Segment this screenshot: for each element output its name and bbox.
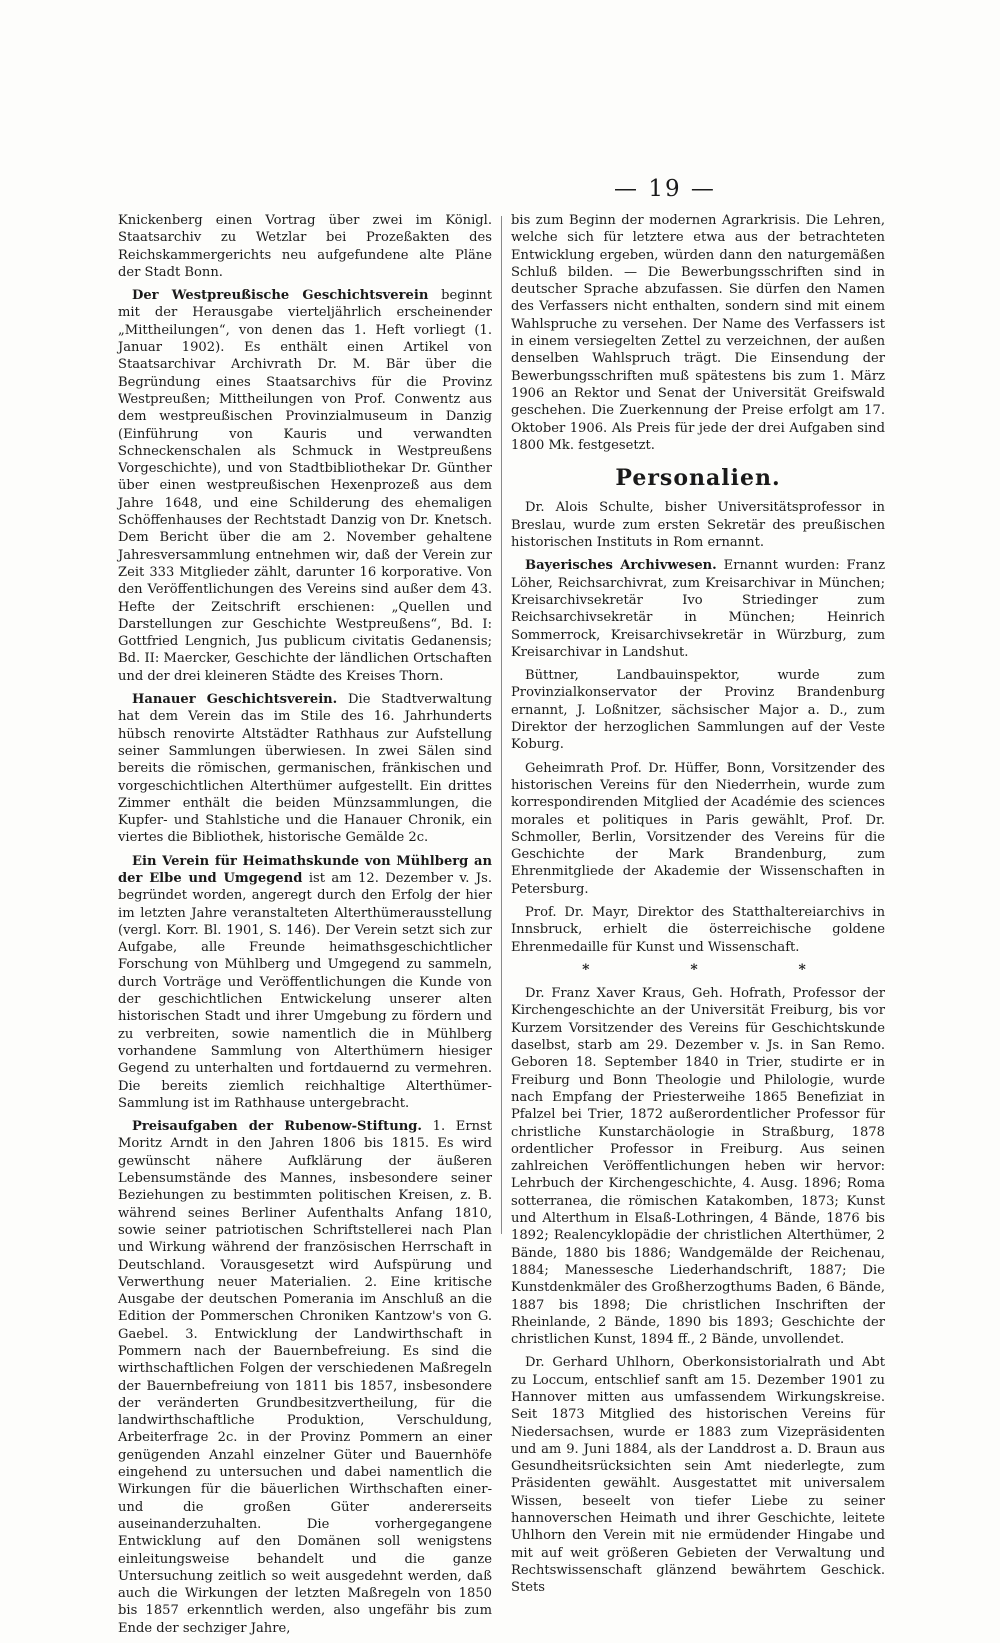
- paragraph-bonn-plans: Knickenberg einen Vortrag über zwei im Königl. Staatsarchiv zu Wetzlar bei Prozeßakten des Reichskammergerichts neu aufgefundene alte Pläne der Stadt Bonn.: [118, 213, 492, 280]
- paragraph-buettner: Büttner, Landbauinspektor, wurde zum Provinzialkonservator der Provinz Brandenburg ernannt, J. Loßnitzer, sächsischer Major a. D., zum Direktor der herzoglichen Sammlungen auf der Veste Koburg.: [511, 668, 885, 753]
- heading-rubenow: Preisaufgaben der Rubenow-Stiftung.: [132, 1119, 422, 1135]
- paragraph-rubenow: Preisaufgaben der Rubenow-Stiftung. 1. Ernst Moritz Arndt in den Jahren 1806 bis 1815. Es wird gewünscht nähere Aufklärung der äußeren Lebensumstände des Mannes, insbesondere seiner Beziehungen zu bestimmten politischen Kreisen, z. B. während seines Berliner Aufenthalts Anfang 1810, sowie seiner patriotischen Schriftstellerei nach Plan und Wirkung während der französischen Herrschaft in Deutschland. Vorausgesetzt wird Aufspürung und Verwerthung neuer Materialien. 2. Eine kritische Ausgabe der deutschen Pomerania im Anschluß an die Edition der Pommerschen Chroniken Kantzow's von G. Gaebel. 3. Entwicklung der Landwirthschaft in Pommern nach der Bauernbefreiung. Es sind die wirthschaftlichen Folgen der verschiedenen Maßregeln der Bauernbefreiung von 1811 bis 1857, insbesondere der veränderten Grundbesitzvertheilung, für die landwirthschaftliche Produktion, Verschuldung, Arbeiterfrage 2c. in der Provinz Pommern an einer genügenden Anzahl einzelner Güter und Bauernhöfe eingehend zu untersuchen und dabei namentlich die Wirkungen für die bäuerlichen Wirthschaften einer- und die großen Güter andererseits auseinanderzuhalten. Die vorhergegangene Entwicklung auf den Domänen soll wenigstens einleitungsweise behandelt und die ganze Untersuchung zeitlich so weit ausgedehnt werden, daß auch die Wirkungen der letzten Maßregeln von 1850 bis 1857 erkenntlich werden, also ungefähr bis zum Ende der sechziger Jahre,: [118, 1119, 492, 1636]
- heading-bayern-archiv: Bayerisches Archivwesen.: [525, 558, 717, 574]
- right-column: [511, 212, 885, 1603]
- paragraph-muehlberg: Ein Verein für Heimathskunde von Mühlberg an der Elbe und Umgegend ist am 12. Dezember v. Js. begründet worden, angeregt durch den Erfolg der hier im letzten Jahre veranstalteten Alterthümerausstellung (vergl. Korr. Bl. 1901, S. 146). Der Verein setzt sich zur Aufgabe, alle Freunde heimathsgeschichtlicher Forschung von Mühlberg und Umgegend zu sammeln, durch Vorträge und Veröffentlichungen die Kunde von der geschichtlichen Entwickelung unserer alten historischen Stadt und ihrer Umgebung zu fördern und zu verbreiten, sowie namentlich die in Mühlberg vorhandene Sammlung von Alterthümern hiesiger Gegend zu unterhalten und fortdauernd zu vermehren. Die bereits ziemlich reichhaltige Alterthümer-Sammlung ist im Rathhause untergebracht.: [118, 853, 492, 1111]
- paragraph-kraus-obituary: Dr. Franz Xaver Kraus, Geh. Hofrath, Professor der Kirchengeschichte an der Universität Freiburg, bis vor Kurzem Vorsitzender des Vereins für Geschichtskunde daselbst, starb am 29. Dezember v. Js. in San Remo. Geboren 18. September 1840 in Trier, studirte er in Freiburg und Bonn Theologie und Philologie, wurde nach Empfang der Priesterweihe 1865 Benefiziat in Pfalzel bei Trier, 1872 außerordentlicher Professor für christliche Kunstarchäologie in Straßburg, 1878 ordentlicher Professor in Freiburg. Aus seinen zahlreichen Veröffentlichungen heben wir hervor: Lehrbuch der Kirchengeschichte, 4. Ausg. 1896; Roma sotterranea, die römischen Katakomben, 1873; Kunst und Alterthum in Elsaß-Lothringen, 4 Bände, 1876 bis 1892; Realencyklopädie der christlichen Alterthümer, 2 Bände, 1880 bis 1886; Wandgemälde der Reichenau, 1884; Manessesche Liederhandschrift, 1887; Die Kunstdenkmäler des Großherzogthums Baden, 6 Bände, 1887 bis 1898; Die christlichen Inschriften der Rheinlande, 2 Bände, 1890 bis 1893; Geschichte der christlichen Kunst, 1894 ff., 2 Bände, unvollendet.: [511, 986, 885, 1348]
- paragraph-schulte: Dr. Alois Schulte, bisher Universitätsprofessor in Breslau, wurde zum ersten Sekretär des preußischen historischen Instituts in Rom ernannt.: [511, 500, 885, 551]
- left-column: [118, 212, 492, 1643]
- paragraph-mayr: Prof. Dr. Mayr, Direktor des Statthaltereiarchivs in Innsbruck, erhielt die österreichische goldene Ehrenmedaille für Kunst und Wissenschaft.: [511, 904, 885, 955]
- paragraph-rubenow-cont: bis zum Beginn der modernen Agrarkrisis. Die Lehren, welche sich für letztere etwa aus der betrachteten Entwicklung ergeben, würden dann den naturgemäßen Schluß bilden. — Die Bewerbungsschriften sind in deutscher Sprache abzufassen. Sie dürfen den Namen des Verfassers nicht enthalten, sondern sind mit einem Wahlspruche zu versehen. Der Name des Verfassers ist in einem versiegelten Zettel zu verzeichnen, der außen denselben Wahlspruch trägt. Die Einsendung der Bewerbungsschriften muß spätestens bis zum 1. März 1906 an Rektor und Senat der Universität Greifswald geschehen. Die Zuerkennung der Preise erfolgt am 17. Oktober 1906. Als Preis für jede der drei Aufgaben sind 1800 Mk. festgesetzt.: [511, 213, 885, 453]
- paragraph-westpreussen: Der Westpreußische Geschichtsverein beginnt mit der Herausgabe vierteljährlich erscheinender „Mittheilungen“, von denen das 1. Heft vorliegt (1. Januar 1902). Es enthält einen Artikel von Staatsarchivar Archivrath Dr. M. Bär über die Begründung eines Staatsarchivs für die Provinz Westpreußen; Mittheilungen von Prof. Conwentz aus dem westpreußischen Provinzialmuseum in Danzig (Einführung von Kauris und verwandten Schneckenschalen als Schmuck in Westpreußens Vorgeschichte), und von Stadtbibliothekar Dr. Günther über einen westpreußischen Hexenprozeß aus dem Jahre 1648, und eine Schilderung des ehemaligen Schöffenhauses der Rechtstadt Danzig von Dr. Knetsch. Dem Bericht über die am 2. November gehaltene Jahresversammlung entnehmen wir, daß der Verein zur Zeit 333 Mitglieder zählt, darunter 16 korporative. Von den Veröffentlichungen des Vereins sind außer dem 43. Hefte der Zeitschrift erschienen: „Quellen und Darstellungen zur Geschichte Westpreußens“, Bd. I: Gottfried Lengnich, Jus publicum civitatis Gedanensis; Bd. II: Maercker, Geschichte der ländlichen Ortschaften und der drei kleineren Städte des Kreises Thorn.: [118, 288, 492, 684]
- section-title-personalien: Personalien.: [615, 465, 781, 492]
- page-number: — 19 —: [614, 176, 716, 202]
- heading-westpreussen: Der Westpreußische Geschichtsverein: [132, 288, 429, 304]
- paragraph-bayern-archiv: Bayerisches Archivwesen. Ernannt wurden: Franz Löher, Reichsarchivrat, zum Kreisarchivar in München; Kreisarchivsekretär Ivo Striedinger zum Reichsarchivsekretär in München; Heinrich Sommerrock, Kreisarchivsekretär in Würzburg, zum Kreisarchivar in Landshut.: [511, 558, 885, 660]
- section-separator-stars: * * *: [582, 961, 854, 978]
- paragraph-hueffer: Geheimrath Prof. Dr. Hüffer, Bonn, Vorsitzender des historischen Vereins für den Niederrhein, wurde zum korrespondirenden Mitglied der Académie des sciences morales et politiques in Paris gewählt, Prof. Dr. Schmoller, Berlin, Vorsitzender des Vereins für die Geschichte der Mark Brandenburg, zum Ehrenmitgliede der Akademie der Wissenschaften in Petersburg.: [511, 760, 885, 897]
- heading-muehlberg: Ein Verein für Heimathskunde von Mühlberg an der Elbe und Umgegend: [118, 853, 492, 886]
- column-divider: [501, 216, 502, 1234]
- paragraph-uhlhorn-obituary: Dr. Gerhard Uhlhorn, Oberkonsistorialrath und Abt zu Loccum, entschlief sanft am 15. Dezember 1901 zu Hannover mitten aus umfassendem Wirkungskreise. Seit 1873 Mitglied des historischen Vereins für Niedersachsen, wurde er 1883 zum Vizepräsidenten und am 9. Juni 1884, als der Landdrost a. D. Braun aus Gesundheitsrücksichten sein Amt niederlegte, zum Präsidenten gewählt. Ausgestattet mit universalem Wissen, beseelt von tiefer Liebe zu seiner hannoverschen Heimath und ihrer Geschichte, leitete Uhlhorn den Verein mit nie ermüdender Hingabe und mit auf weit größeren Gebieten der Verwaltung und Rechtswissenschaft glänzend bewährtem Geschick. Stets: [511, 1355, 885, 1596]
- paragraph-hanau: Hanauer Geschichtsverein. Die Stadtverwaltung hat dem Verein das im Stile des 16. Jahrhunderts hübsch renovirte Altstädter Rathhaus zur Aufstellung seiner Sammlungen überwiesen. In zwei Sälen sind bereits die römischen, germanischen, fränkischen und vorgeschichtlichen Alterthümer aufgestellt. Ein drittes Zimmer enthält die beiden Münzsammlungen, die Kupfer- und Stahlstiche und die Hanauer Chronik, ein viertes die Bibliothek, historische Gemälde 2c.: [118, 692, 492, 846]
- heading-hanau: Hanauer Geschichtsverein.: [132, 692, 338, 708]
